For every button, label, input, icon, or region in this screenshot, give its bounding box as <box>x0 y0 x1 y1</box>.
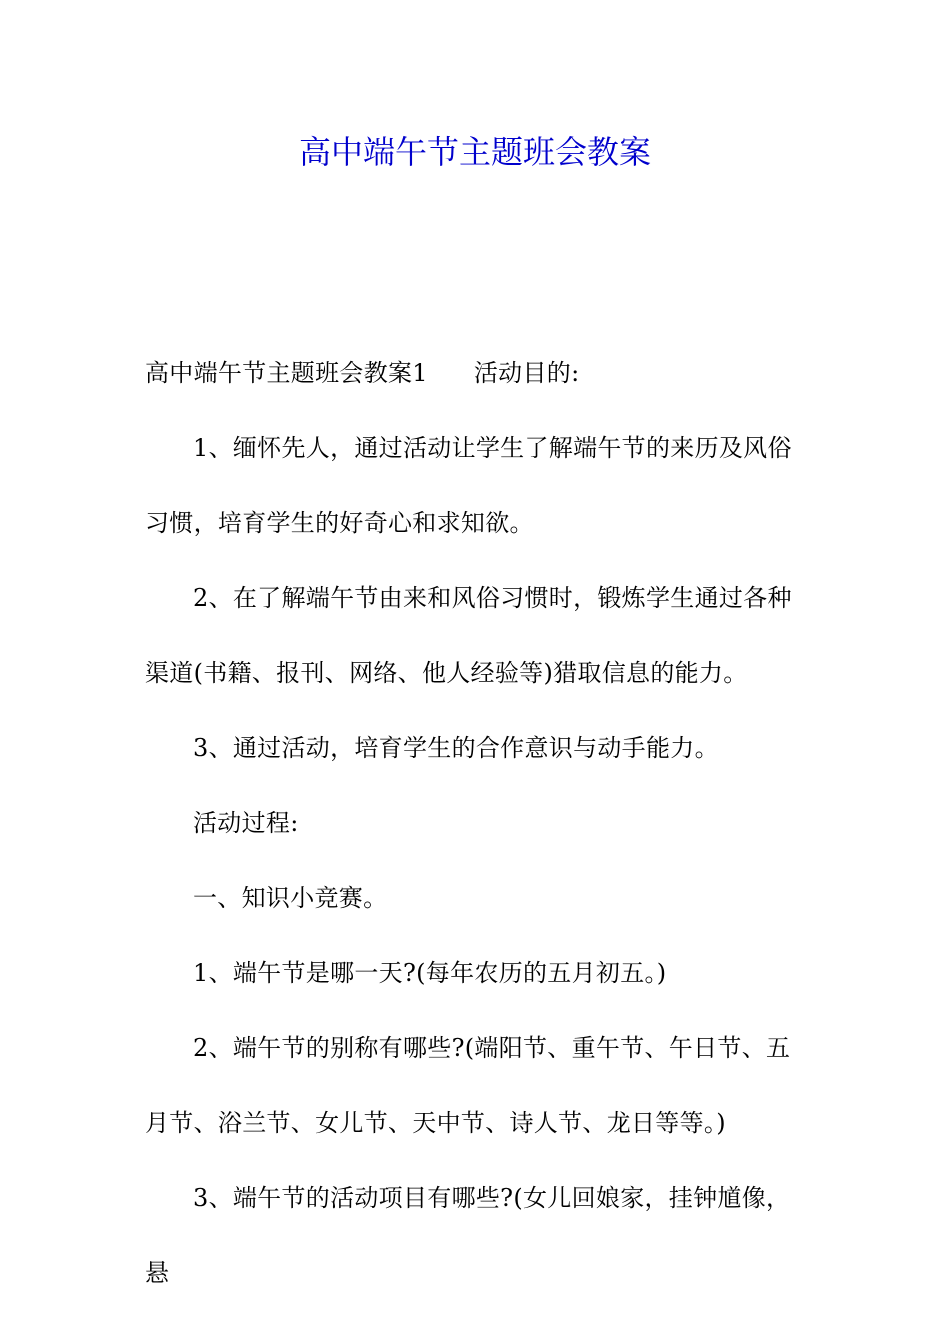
section-heading-line <box>145 336 810 411</box>
paragraph-goal-1: 1、缅怀先人，通过活动让学生了解端午节的来历及风俗习惯，培育学生的好奇心和求知欲。 <box>145 434 792 537</box>
paragraph-quiz-heading: 一、知识小竞赛。 <box>193 884 388 912</box>
paragraph-quiz-1: 1、端午节是哪一天?(每年农历的五月初五。) <box>193 959 667 987</box>
section-heading: 活动目的: <box>473 359 580 387</box>
paragraph-quiz-2: 2、端午节的别称有哪些?(端阳节、重午节、午日节、五月节、浴兰节、女儿节、天中节、诗人节、龙日等等。) <box>145 1034 791 1137</box>
paragraph-goal-2: 2、在了解端午节由来和风俗习惯时，锻炼学生通过各种渠道(书籍、报刊、网络、他人经验等)猎取信息的能力。 <box>145 584 792 687</box>
paragraph-process-heading: 活动过程: <box>193 809 299 837</box>
paragraph-quiz-3: 3、端午节的活动项目有哪些?(女儿回娘家，挂钟馗像，悬 <box>145 1184 791 1287</box>
document-title: 高中端午节主题班会教案 <box>298 133 651 171</box>
lesson-plan-label: 高中端午节主题班会教案1 <box>145 359 428 387</box>
document-body <box>145 336 810 1311</box>
paragraph-goal-3: 3、通过活动，培育学生的合作意识与动手能力。 <box>193 734 719 762</box>
